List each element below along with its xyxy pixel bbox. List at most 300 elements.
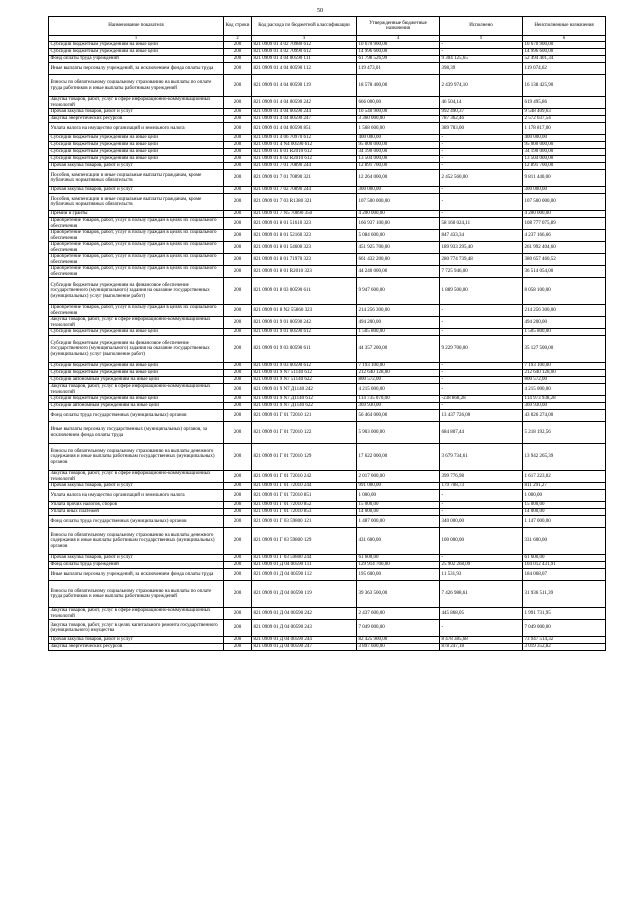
cell-unexecuted: 619 495,86 bbox=[523, 97, 606, 109]
cell-executed: - bbox=[440, 49, 523, 56]
cell-approved: 56 464 000,00 bbox=[357, 410, 440, 422]
cell-expense-code: 821 0909 01 7 02 70890 244 bbox=[252, 187, 357, 194]
cell-approved: 4 200 000,00 bbox=[357, 211, 440, 218]
cell-executed: - bbox=[440, 156, 523, 163]
cell-expense-code: 821 0909 01 8 01 52160 323 bbox=[252, 230, 357, 242]
cell-approved: 14 000,00 bbox=[357, 509, 440, 516]
cell-expense-code: 821 0909 01 Г 01 72010 851 bbox=[252, 490, 357, 502]
table-row bbox=[49, 49, 606, 56]
table-row bbox=[49, 377, 606, 384]
cell-executed: - bbox=[440, 370, 523, 377]
cell-indicator-name: Фонд оплаты труда государственных (муниципальных) органов bbox=[49, 516, 224, 528]
cell-indicator-name: Взносы по обязательному социальному страхованию на выплаты по оплате труда работников и иные выплаты работникам учреждений bbox=[49, 75, 224, 97]
cell-approved: 4 215 000,00 bbox=[357, 384, 440, 396]
cell-indicator-name: Субсидии бюджетным учреждениям на иные цели bbox=[49, 370, 224, 377]
cell-unexecuted: 7 193 100,00 bbox=[523, 363, 606, 370]
cell-approved: 2 017 000,00 bbox=[357, 471, 440, 483]
cell-unexecuted: 35 127 500,00 bbox=[523, 336, 606, 363]
cell-executed: - bbox=[440, 42, 523, 49]
cell-unexecuted: 15 000,00 bbox=[523, 502, 606, 509]
cell-unexecuted: 369 930,00 bbox=[523, 403, 606, 410]
cell-approved: 61 600,00 bbox=[357, 555, 440, 562]
cell-unexecuted: 104 012 431,91 bbox=[523, 562, 606, 569]
cell-indicator-name: Субсидии бюджетным учреждениям на иные цели bbox=[49, 135, 224, 142]
cell-executed: 445 868,05 bbox=[440, 608, 523, 620]
cell-executed: 684 807,44 bbox=[440, 422, 523, 444]
cell-line-code: 200 bbox=[224, 562, 252, 569]
cell-indicator-name: Субсидии автономным учреждениям на иные цели bbox=[49, 403, 224, 410]
cell-line-code: 200 bbox=[224, 56, 252, 63]
cell-unexecuted: 9 548 409,63 bbox=[523, 109, 606, 116]
cell-executed: - bbox=[440, 163, 523, 170]
cell-line-code: 200 bbox=[224, 266, 252, 278]
cell-unexecuted: 494 200,00 bbox=[523, 317, 606, 329]
cell-unexecuted: 1 991 731,95 bbox=[523, 608, 606, 620]
table-row bbox=[49, 187, 606, 194]
cell-expense-code: 821 0909 01 7 03 R1380 321 bbox=[252, 194, 357, 211]
cell-unexecuted: 9 811 440,00 bbox=[523, 170, 606, 187]
cell-approved: 431 600,00 bbox=[357, 528, 440, 555]
cell-indicator-name: Закупка товаров, работ, услуг в сфере информационно-коммуникационных технологий bbox=[49, 317, 224, 329]
cell-expense-code: 821 0909 01 Д 04 00590 112 bbox=[252, 569, 357, 581]
table-row bbox=[49, 135, 606, 142]
cell-approved: 666 000,00 bbox=[357, 97, 440, 109]
cell-executed: 9 304 125,65 bbox=[440, 56, 523, 63]
cell-expense-code: 821 0909 01 7 01 70890 321 bbox=[252, 170, 357, 187]
cell-indicator-name: Прочая закупка товаров, работ и услуг bbox=[49, 555, 224, 562]
cell-unexecuted: 12 891 700,00 bbox=[523, 163, 606, 170]
cell-approved: 300 000,00 bbox=[357, 187, 440, 194]
column-number: 1 bbox=[49, 36, 224, 42]
cell-line-code: 200 bbox=[224, 483, 252, 490]
table-row bbox=[49, 502, 606, 509]
cell-unexecuted: 1 178 817,00 bbox=[523, 123, 606, 135]
cell-unexecuted: 811 291,27 bbox=[523, 483, 606, 490]
cell-expense-code: 821 0909 01 Г 03 59800 129 bbox=[252, 528, 357, 555]
cell-approved: 15 000,00 bbox=[357, 502, 440, 509]
cell-executed: 340 000,00 bbox=[440, 516, 523, 528]
cell-unexecuted: 36 514 054,00 bbox=[523, 266, 606, 278]
table-row bbox=[49, 211, 606, 218]
table-row bbox=[49, 278, 606, 305]
cell-unexecuted: 1 147 000,00 bbox=[523, 516, 606, 528]
cell-indicator-name: Уплата прочих налогов, сборов bbox=[49, 502, 224, 509]
cell-executed: 2 452 560,00 bbox=[440, 170, 523, 187]
cell-indicator-name: Взносы по обязательному социальному страхованию на выплаты денежного содержания и иные выплаты работникам государственных (муниципальных) органов bbox=[49, 528, 224, 555]
table-row bbox=[49, 56, 606, 63]
cell-indicator-name: Закупка товаров, работ, услуг в целях капитального ремонта государственного (муниципального) имущества bbox=[49, 620, 224, 637]
table-row bbox=[49, 123, 606, 135]
cell-executed: - bbox=[440, 149, 523, 156]
cell-line-code: 200 bbox=[224, 305, 252, 317]
cell-indicator-name: Иные выплаты персоналу учреждений, за исключением фонда оплаты труда bbox=[49, 569, 224, 581]
cell-expense-code: 821 0909 01 Г 01 72010 122 bbox=[252, 422, 357, 444]
cell-approved: 2 437 600,00 bbox=[357, 608, 440, 620]
cell-executed: 58 160 024,11 bbox=[440, 218, 523, 230]
cell-line-code: 200 bbox=[224, 317, 252, 329]
cell-approved: 1 487 000,00 bbox=[357, 516, 440, 528]
cell-unexecuted: 4 215 000,00 bbox=[523, 384, 606, 396]
table-row bbox=[49, 97, 606, 109]
cell-approved: 107 500 000,00 bbox=[357, 194, 440, 211]
cell-indicator-name: Приобретение товаров, работ, услуг в пользу граждан в целях их социального обеспечения bbox=[49, 305, 224, 317]
cell-unexecuted: 1 617 223,02 bbox=[523, 471, 606, 483]
cell-indicator-name: Субсидии бюджетным учреждениям на иные цели bbox=[49, 49, 224, 56]
table-row bbox=[49, 336, 606, 363]
table-row bbox=[49, 142, 606, 149]
cell-approved: 13 504 000,00 bbox=[357, 156, 440, 163]
cell-expense-code: 821 0909 01 4 N4 00590 612 bbox=[252, 142, 357, 149]
cell-line-code: 200 bbox=[224, 384, 252, 396]
cell-expense-code: 821 0909 01 9 N7 Д1140 242 bbox=[252, 384, 357, 396]
cell-expense-code: 821 0909 01 9 01 00590 612 bbox=[252, 329, 357, 336]
cell-expense-code: 821 0909 01 Г 03 59800 244 bbox=[252, 555, 357, 562]
cell-approved: 212 640 128,00 bbox=[357, 370, 440, 377]
cell-indicator-name: Субсидии бюджетным учреждениям на иные цели bbox=[49, 42, 224, 49]
table-row bbox=[49, 317, 606, 329]
table-row bbox=[49, 230, 606, 242]
cell-unexecuted: 31 936 511,39 bbox=[523, 581, 606, 608]
cell-line-code: 200 bbox=[224, 194, 252, 211]
cell-approved: 494 200,00 bbox=[357, 317, 440, 329]
cell-executed: 46 504,14 bbox=[440, 97, 523, 109]
cell-line-code: 200 bbox=[224, 97, 252, 109]
cell-unexecuted: 95 000 000,00 bbox=[523, 142, 606, 149]
cell-expense-code: 821 0909 01 8 01 51610 323 bbox=[252, 218, 357, 230]
cell-line-code: 200 bbox=[224, 170, 252, 187]
cell-unexecuted: 43 026 274,00 bbox=[523, 410, 606, 422]
cell-executed: -238 868,28 bbox=[440, 396, 523, 403]
cell-unexecuted: 108 777 075,89 bbox=[523, 218, 606, 230]
cell-approved: 44 240 000,00 bbox=[357, 266, 440, 278]
cell-indicator-name: Приобретение товаров, работ, услуг в пользу граждан в целях их социального обеспечения bbox=[49, 242, 224, 254]
cell-expense-code: 821 0909 01 Д 04 00590 244 bbox=[252, 637, 357, 644]
cell-approved: 82 425 900,00 bbox=[357, 637, 440, 644]
cell-indicator-name: Фонд оплаты труда государственных (муниципальных) органов bbox=[49, 410, 224, 422]
cell-line-code: 200 bbox=[224, 637, 252, 644]
cell-approved: 451 925 700,00 bbox=[357, 242, 440, 254]
cell-executed: - bbox=[440, 384, 523, 396]
cell-executed: - bbox=[440, 490, 523, 502]
cell-executed: - bbox=[440, 620, 523, 637]
cell-unexecuted: 1 505 800,00 bbox=[523, 329, 606, 336]
cell-expense-code: 821 0909 01 8 01 R2010 323 bbox=[252, 266, 357, 278]
cell-indicator-name: Прочая закупка товаров, работ и услуг bbox=[49, 163, 224, 170]
cell-indicator-name: Приобретение товаров, работ, услуг в пользу граждан в целях их социального обеспечения bbox=[49, 230, 224, 242]
table-row bbox=[49, 75, 606, 97]
cell-expense-code: 821 0909 01 9 N7 51140 612 bbox=[252, 370, 357, 377]
table-row bbox=[49, 218, 606, 230]
cell-line-code: 200 bbox=[224, 230, 252, 242]
cell-executed: 189 933 295,40 bbox=[440, 242, 523, 254]
table-row bbox=[49, 109, 606, 116]
table-row bbox=[49, 490, 606, 502]
cell-executed: - bbox=[440, 403, 523, 410]
cell-line-code: 200 bbox=[224, 242, 252, 254]
cell-approved: 34 190 000,00 bbox=[357, 149, 440, 156]
cell-line-code: 200 bbox=[224, 187, 252, 194]
table-row bbox=[49, 581, 606, 608]
cell-executed: 3 679 734,61 bbox=[440, 444, 523, 471]
cell-approved: 17 622 000,00 bbox=[357, 444, 440, 471]
cell-indicator-name: Фонд оплаты труда учреждений bbox=[49, 56, 224, 63]
cell-expense-code: 821 0909 01 Д 04 00590 111 bbox=[252, 562, 357, 569]
cell-indicator-name: Закупка энергетических ресурсов bbox=[49, 644, 224, 651]
cell-line-code: 200 bbox=[224, 156, 252, 163]
cell-executed: - bbox=[440, 211, 523, 218]
cell-executed: - bbox=[440, 194, 523, 211]
cell-line-code: 200 bbox=[224, 211, 252, 218]
cell-line-code: 200 bbox=[224, 581, 252, 608]
cell-unexecuted: 400 000,00 bbox=[523, 135, 606, 142]
cell-expense-code: 821 0909 01 7 01 70890 244 bbox=[252, 163, 357, 170]
cell-line-code: 200 bbox=[224, 490, 252, 502]
cell-indicator-name: Прочая закупка товаров, работ и услуг bbox=[49, 187, 224, 194]
table-row bbox=[49, 608, 606, 620]
cell-expense-code: 821 0909 01 Г 01 72010 121 bbox=[252, 410, 357, 422]
cell-unexecuted: 13 942 265,39 bbox=[523, 444, 606, 471]
cell-unexecuted: 184 068,07 bbox=[523, 569, 606, 581]
cell-unexecuted: 3 019 352,82 bbox=[523, 644, 606, 651]
cell-unexecuted: 13 504 000,00 bbox=[523, 156, 606, 163]
table-row bbox=[49, 396, 606, 403]
cell-approved: 61 798 526,99 bbox=[357, 56, 440, 63]
cell-executed: - bbox=[440, 305, 523, 317]
cell-line-code: 200 bbox=[224, 149, 252, 156]
cell-line-code: 200 bbox=[224, 336, 252, 363]
cell-executed: 878 247,18 bbox=[440, 644, 523, 651]
cell-indicator-name: Закупка энергетических ресурсов bbox=[49, 116, 224, 123]
cell-indicator-name: Премии и гранты bbox=[49, 211, 224, 218]
cell-indicator-name: Субсидии бюджетным учреждениям на иные цели bbox=[49, 156, 224, 163]
cell-approved: 10 540 900,00 bbox=[357, 109, 440, 116]
cell-line-code: 200 bbox=[224, 254, 252, 266]
cell-approved: 166 937 100,00 bbox=[357, 218, 440, 230]
cell-executed: - bbox=[440, 329, 523, 336]
table-row bbox=[49, 266, 606, 278]
cell-unexecuted: 16 138 425,90 bbox=[523, 75, 606, 97]
column-number: 5 bbox=[440, 36, 523, 42]
table-row bbox=[49, 509, 606, 516]
page-number: 50 bbox=[317, 8, 323, 14]
header-expense-code: Код расхода по бюджетной классификации bbox=[252, 17, 357, 36]
cell-indicator-name: Пособия, компенсации и иные социальные выплаты гражданам, кроме публичных нормативных обязательств bbox=[49, 194, 224, 211]
cell-executed: - bbox=[440, 317, 523, 329]
cell-executed: - bbox=[440, 555, 523, 562]
cell-expense-code: 821 0909 01 8 03 00590 611 bbox=[252, 278, 357, 305]
cell-approved: 9 947 600,00 bbox=[357, 278, 440, 305]
cell-indicator-name: Взносы по обязательному социальному страхованию на выплаты по оплате труда работников и иные выплаты работникам учреждений bbox=[49, 581, 224, 608]
cell-approved: 400 000,00 bbox=[357, 135, 440, 142]
header-line-code: Код строки bbox=[224, 17, 252, 36]
cell-approved: 39 363 500,00 bbox=[357, 581, 440, 608]
cell-expense-code: 821 0909 01 Д 04 00590 247 bbox=[252, 644, 357, 651]
cell-indicator-name: Прочая закупка товаров, работ и услуг bbox=[49, 637, 224, 644]
cell-line-code: 200 bbox=[224, 63, 252, 75]
cell-expense-code: 821 0909 01 9 N7 Д1140 612 bbox=[252, 396, 357, 403]
cell-expense-code: 821 0909 01 6 02 R2010 612 bbox=[252, 156, 357, 163]
cell-expense-code: 821 0909 01 4 04 00590 851 bbox=[252, 123, 357, 135]
cell-executed: - bbox=[440, 135, 523, 142]
cell-executed: - bbox=[440, 187, 523, 194]
table-row bbox=[49, 483, 606, 490]
header-approved: Утвержденные бюджетные назначения bbox=[357, 17, 440, 36]
cell-expense-code: 821 0909 01 9 01 00590 242 bbox=[252, 317, 357, 329]
cell-expense-code: 821 0909 01 8 01 71970 323 bbox=[252, 254, 357, 266]
table-row bbox=[49, 156, 606, 163]
cell-indicator-name: Субсидии бюджетным учреждениям на иные цели bbox=[49, 149, 224, 156]
budget-execution-table bbox=[48, 16, 606, 651]
cell-indicator-name: Приобретение товаров, работ, услуг в пользу граждан в целях их социального обеспечения bbox=[49, 266, 224, 278]
cell-expense-code: 821 0909 01 Г 01 72010 244 bbox=[252, 483, 357, 490]
table-row bbox=[49, 422, 606, 444]
table-row bbox=[49, 562, 606, 569]
cell-expense-code: 821 0909 01 8 01 54600 323 bbox=[252, 242, 357, 254]
table-row bbox=[49, 329, 606, 336]
cell-line-code: 200 bbox=[224, 509, 252, 516]
cell-approved: 114 735 070,00 bbox=[357, 396, 440, 403]
cell-indicator-name: Субсидии бюджетным учреждениям на иные цели bbox=[49, 142, 224, 149]
table-row bbox=[49, 170, 606, 187]
cell-approved: 1 000,00 bbox=[357, 490, 440, 502]
cell-indicator-name: Фонд оплаты труда учреждений bbox=[49, 562, 224, 569]
cell-indicator-name: Субсидии бюджетным учреждениям на иные цели bbox=[49, 363, 224, 370]
cell-unexecuted: 4 200 000,00 bbox=[523, 211, 606, 218]
table-body bbox=[49, 42, 606, 651]
cell-executed: 1 889 500,00 bbox=[440, 278, 523, 305]
cell-unexecuted: 331 600,00 bbox=[523, 528, 606, 555]
cell-executed: 398,39 bbox=[440, 63, 523, 75]
cell-expense-code: 821 0909 01 9 N7 51140 622 bbox=[252, 377, 357, 384]
cell-expense-code: 821 0909 01 9 N7 Д1140 622 bbox=[252, 403, 357, 410]
cell-executed: - bbox=[440, 502, 523, 509]
cell-line-code: 200 bbox=[224, 278, 252, 305]
cell-line-code: 200 bbox=[224, 410, 252, 422]
cell-indicator-name: Взносы по обязательному социальному страхованию на выплаты денежного содержания и иные выплаты работникам государственных (муниципальных) органов bbox=[49, 444, 224, 471]
cell-indicator-name: Прочая закупка товаров, работ и услуг bbox=[49, 483, 224, 490]
table-row bbox=[49, 163, 606, 170]
cell-approved: 14 996 600,00 bbox=[357, 49, 440, 56]
table-row bbox=[49, 516, 606, 528]
cell-unexecuted: 7 049 000,00 bbox=[523, 620, 606, 637]
cell-unexecuted: 34 190 000,00 bbox=[523, 149, 606, 156]
cell-unexecuted: 1 000,00 bbox=[523, 490, 606, 502]
cell-unexecuted: 261 992 404,60 bbox=[523, 242, 606, 254]
cell-approved: 800 572,00 bbox=[357, 377, 440, 384]
header-unexecuted: Неисполненные назначения bbox=[523, 17, 606, 36]
cell-expense-code: 821 0909 01 4 04 00590 111 bbox=[252, 56, 357, 63]
cell-indicator-name: Субсидии бюджетным учреждениям на иные цели bbox=[49, 329, 224, 336]
cell-executed: 399 776,98 bbox=[440, 471, 523, 483]
cell-approved: 5 903 000,00 bbox=[357, 422, 440, 444]
cell-unexecuted: 10 670 900,00 bbox=[523, 42, 606, 49]
cell-line-code: 200 bbox=[224, 555, 252, 562]
cell-expense-code: 821 0909 01 Г 01 72010 853 bbox=[252, 509, 357, 516]
cell-indicator-name: Закупка товаров, работ, услуг в сфере информационно-коммуникационных технологий bbox=[49, 97, 224, 109]
cell-expense-code: 821 0909 01 Г 03 59800 121 bbox=[252, 516, 357, 528]
cell-line-code: 200 bbox=[224, 135, 252, 142]
cell-unexecuted: 4 237 166,66 bbox=[523, 230, 606, 242]
cell-approved: 119 473,01 bbox=[357, 63, 440, 75]
cell-line-code: 200 bbox=[224, 471, 252, 483]
cell-line-code: 200 bbox=[224, 396, 252, 403]
cell-indicator-name: Прочая закупка товаров, работ и услуг bbox=[49, 109, 224, 116]
cell-indicator-name: Уплата иных платежей bbox=[49, 509, 224, 516]
cell-executed: - bbox=[440, 377, 523, 384]
table-row bbox=[49, 569, 606, 581]
cell-indicator-name: Иные выплаты персоналу государственных (муниципальных) органов, за исключением фонда оплаты труда bbox=[49, 422, 224, 444]
cell-line-code: 200 bbox=[224, 516, 252, 528]
column-number: 6 bbox=[523, 36, 606, 42]
cell-line-code: 200 bbox=[224, 42, 252, 49]
table-row bbox=[49, 620, 606, 637]
cell-approved: 3 360 000,00 bbox=[357, 116, 440, 123]
table-header-row bbox=[49, 17, 606, 36]
cell-indicator-name: Субсидии автономным учреждениям на иные цели bbox=[49, 377, 224, 384]
table-row bbox=[49, 637, 606, 644]
cell-executed: 7 725 946,00 bbox=[440, 266, 523, 278]
cell-executed: 787 362,46 bbox=[440, 116, 523, 123]
cell-executed: - bbox=[440, 509, 523, 516]
column-number: 2 bbox=[224, 36, 252, 42]
table-row bbox=[49, 471, 606, 483]
cell-line-code: 200 bbox=[224, 142, 252, 149]
cell-approved: 195 600,00 bbox=[357, 569, 440, 581]
cell-expense-code: 821 0909 01 Г 01 72010 852 bbox=[252, 502, 357, 509]
cell-executed: 2 439 974,10 bbox=[440, 75, 523, 97]
header-indicator-name: Наименование показателя bbox=[49, 17, 224, 36]
table-row bbox=[49, 370, 606, 377]
cell-expense-code: 821 0909 01 6 01 R2010 612 bbox=[252, 149, 357, 156]
cell-line-code: 200 bbox=[224, 109, 252, 116]
cell-indicator-name: Закупка товаров, работ, услуг в сфере информационно-коммуникационных технологий bbox=[49, 471, 224, 483]
cell-unexecuted: 114 973 938,28 bbox=[523, 396, 606, 403]
table-row bbox=[49, 444, 606, 471]
cell-indicator-name: Закупка товаров, работ, услуг в сфере информационно-коммуникационных технологий bbox=[49, 384, 224, 396]
cell-unexecuted: 380 657 460,52 bbox=[523, 254, 606, 266]
cell-expense-code: 821 0909 01 8 N2 55860 323 bbox=[252, 305, 357, 317]
cell-expense-code: 821 0909 01 4 04 00590 242 bbox=[252, 97, 357, 109]
cell-expense-code: 821 0909 01 9 03 00590 612 bbox=[252, 363, 357, 370]
cell-executed: 389 783,00 bbox=[440, 123, 523, 135]
cell-line-code: 200 bbox=[224, 116, 252, 123]
cell-expense-code: 821 0909 01 Д 04 00590 119 bbox=[252, 581, 357, 608]
cell-executed: - bbox=[440, 363, 523, 370]
cell-approved: 44 357 200,00 bbox=[357, 336, 440, 363]
cell-unexecuted: 212 640 128,00 bbox=[523, 370, 606, 377]
cell-line-code: 200 bbox=[224, 608, 252, 620]
cell-unexecuted: 8 058 100,00 bbox=[523, 278, 606, 305]
cell-executed: 992 490,37 bbox=[440, 109, 523, 116]
cell-indicator-name: Приобретение товаров, работ, услуг в пользу граждан в целях их социального обеспечения bbox=[49, 218, 224, 230]
table-row bbox=[49, 63, 606, 75]
table-row bbox=[49, 149, 606, 156]
cell-indicator-name: Закупка товаров, работ, услуг в сфере информационно-коммуникационных технологий bbox=[49, 608, 224, 620]
header-executed: Исполнено bbox=[440, 17, 523, 36]
cell-unexecuted: 214 256 300,00 bbox=[523, 305, 606, 317]
cell-unexecuted: 5 218 192,56 bbox=[523, 422, 606, 444]
cell-line-code: 200 bbox=[224, 377, 252, 384]
cell-expense-code: 821 0909 01 Г 01 72010 242 bbox=[252, 471, 357, 483]
table-row bbox=[49, 194, 606, 211]
table-row bbox=[49, 403, 606, 410]
cell-expense-code: 821 0909 01 4 02 70980 612 bbox=[252, 42, 357, 49]
cell-unexecuted: 107 500 000,00 bbox=[523, 194, 606, 211]
cell-line-code: 200 bbox=[224, 422, 252, 444]
cell-expense-code: 821 0909 01 4 04 00590 119 bbox=[252, 75, 357, 97]
cell-indicator-name: Иные выплаты персоналу учреждений, за исключением фонда оплаты труда bbox=[49, 63, 224, 75]
cell-indicator-name: Уплата налога на имущество организаций и земельного налога bbox=[49, 490, 224, 502]
